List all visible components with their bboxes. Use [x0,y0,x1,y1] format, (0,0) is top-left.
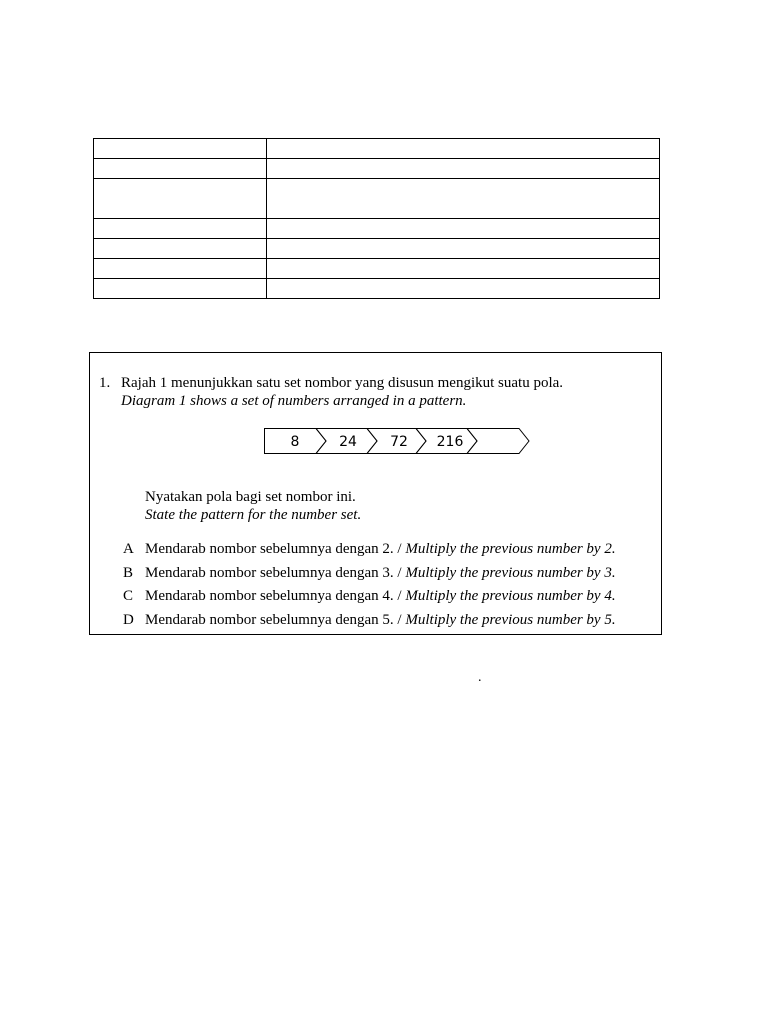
table-cell [94,259,267,279]
option-a-malay: Mendarab nombor sebelumnya dengan 2. / [145,541,406,557]
table-row [94,179,660,219]
table-row [94,219,660,239]
info-table [93,138,660,299]
table-cell [267,219,660,239]
pattern-diagram [264,427,534,455]
prompt-malay: Nyatakan pola bagi set nombor ini. [145,489,356,505]
table-cell [267,159,660,179]
option-b-text[interactable] [145,564,616,582]
table-cell [94,219,267,239]
pattern-value-3: 72 [390,434,408,450]
option-d-english: Multiply the previous number by 5. [405,612,616,628]
pattern-value-2: 24 [339,434,357,450]
option-c-english: Multiply the previous number by 4. [405,588,616,604]
table-cell [94,279,267,299]
table-cell [267,139,660,159]
option-a-text[interactable] [145,540,616,558]
table-cell [267,259,660,279]
option-a-english: Multiply the previous number by 2. [405,541,616,557]
table-cell [94,139,267,159]
question-text-english: Diagram 1 shows a set of numbers arranged in a pattern. [121,393,467,409]
table-cell [94,159,267,179]
pattern-cell-5 [467,429,529,454]
option-d-text[interactable] [145,611,616,629]
pattern-value-4: 216 [436,434,464,450]
option-b-malay: Mendarab nombor sebelumnya dengan 3. / [145,565,406,581]
table-row [94,239,660,259]
table-cell [267,279,660,299]
question-number: 1. [99,375,111,391]
option-c-letter: C [123,588,134,604]
question-text-malay: Rajah 1 menunjukkan satu set nombor yang disusun mengikut suatu pola. [121,375,564,391]
table-cell [94,239,267,259]
pattern-value-1: 8 [290,434,300,450]
table-row [94,139,660,159]
table-cell [267,179,660,219]
stray-mark: . [478,670,482,685]
option-b-english: Multiply the previous number by 3. [405,565,616,581]
option-d-malay: Mendarab nombor sebelumnya dengan 5. / [145,612,406,628]
prompt-english: State the pattern for the number set. [145,507,362,523]
table-row [94,279,660,299]
option-a-letter: A [123,541,134,557]
table-row [94,159,660,179]
option-c-malay: Mendarab nombor sebelumnya dengan 4. / [145,588,406,604]
table-cell [267,239,660,259]
option-b-letter: B [123,565,134,581]
table-cell [94,179,267,219]
option-d-letter: D [123,612,134,628]
table-row [94,259,660,279]
option-c-text[interactable] [145,587,616,605]
question-box [89,352,662,635]
